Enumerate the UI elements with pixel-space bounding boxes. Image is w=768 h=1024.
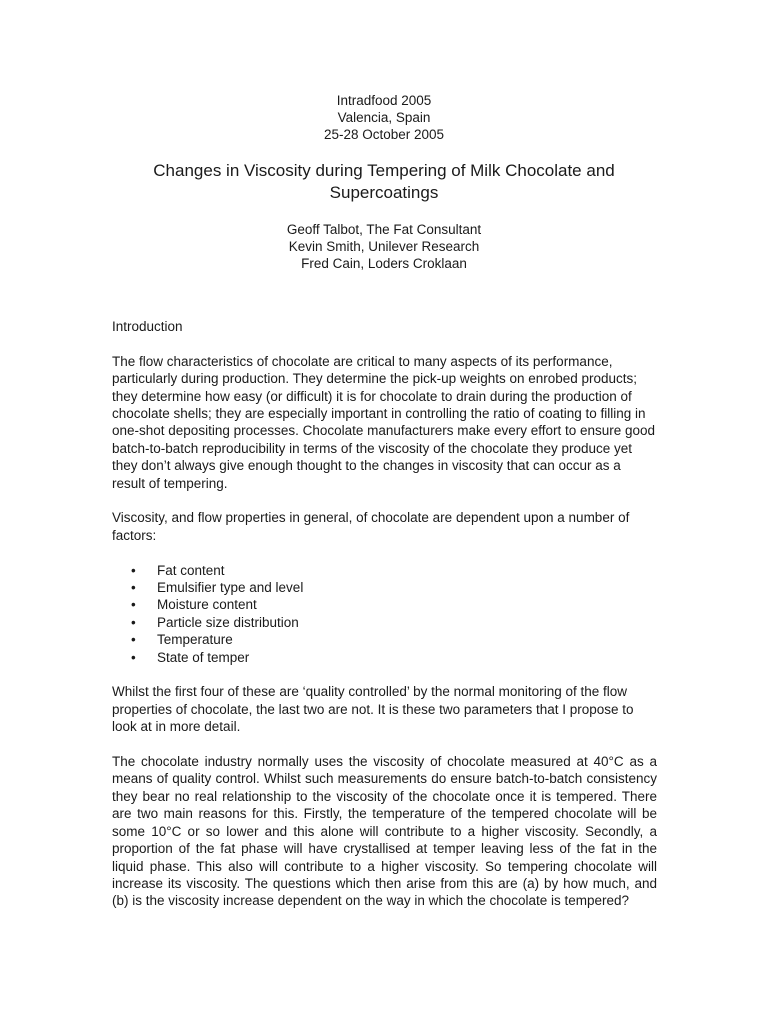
list-item-text: Particle size distribution: [157, 614, 299, 630]
bullet-icon: •: [131, 597, 136, 613]
quality-control-paragraph: Whilst the first four of these are ‘quality controlled’ by the normal monitoring of the flow properties of chocolate, the last two are not. It is these two parameters that I propose to look at in more detail.: [112, 684, 634, 735]
list-item-text: State of temper: [157, 649, 250, 665]
list-item: [112, 649, 657, 666]
body-text: [112, 318, 657, 927]
factors-lead-paragraph: Viscosity, and flow properties in general, of chocolate are dependent upon a number of factors:: [112, 510, 630, 543]
list-item-text: Temperature: [157, 632, 233, 648]
list-item-text: Fat content: [157, 562, 225, 578]
list-item: [112, 614, 657, 631]
conference-name: Intradfood 2005: [336, 93, 432, 108]
bullet-icon: •: [131, 649, 136, 665]
conference-dates: 25-28 October 2005: [323, 127, 445, 142]
bullet-icon: •: [131, 632, 136, 648]
list-item: [112, 596, 657, 613]
list-item: [112, 562, 657, 579]
author-line: Fred Cain, Loders Croklaan: [301, 256, 467, 271]
viscosity-paragraph: The chocolate industry normally uses the viscosity of chocolate measured at 40°C as a means of quality control. Whilst such measurements do ensure batch-to-batch consistency they bear no real relationship to the viscosity of the chocolate once it is tempered. There are two main reasons for this. Firstly, the temperature of the tempered chocolate will be some 10°C or so lower and this alone will contribute to a higher viscosity. Secondly, a proportion of the fat phase will have crystallised at temper leaving less of the fat in the liquid phase. This also will contribute to a higher viscosity. So tempering chocolate will increase its viscosity. The questions which then arise from this are (a) by how much, and (b) is the viscosity increase dependent on the way in which the chocolate is tempered?: [112, 754, 657, 909]
author-list: [0, 221, 768, 272]
intro-paragraph: The flow characteristics of chocolate are critical to many aspects of its performance, particularly during production. They determine the pick-up weights on enrobed products; they determine how easy (or difficult) it is for chocolate to drain during the production of chocolate shells; they are especially important in controlling the ratio of coating to filling in one-shot depositing processes. Chocolate manufacturers make every effort to ensure good batch-to-batch reproducibility in terms of the viscosity of the chocolate they produce yet they don’t always give enough thought to the changes in viscosity that can occur as a result of tempering.: [112, 353, 656, 491]
list-item-text: Moisture content: [157, 597, 257, 613]
list-item-text: Emulsifier type and level: [157, 580, 304, 596]
list-item: [112, 579, 657, 596]
factors-list: [112, 562, 657, 666]
bullet-icon: •: [131, 562, 136, 578]
conference-location: Valencia, Spain: [337, 110, 431, 125]
author-line: Geoff Talbot, The Fat Consultant: [286, 222, 482, 237]
bullet-icon: •: [131, 614, 136, 630]
conference-info: [0, 92, 768, 143]
bullet-icon: •: [131, 580, 136, 596]
list-item: [112, 631, 657, 648]
author-line: Kevin Smith, Unilever Research: [288, 239, 480, 254]
paper-title: Changes in Viscosity during Tempering of Milk Chocolate and Supercoatings: [153, 161, 615, 202]
section-heading: Introduction: [112, 319, 183, 334]
